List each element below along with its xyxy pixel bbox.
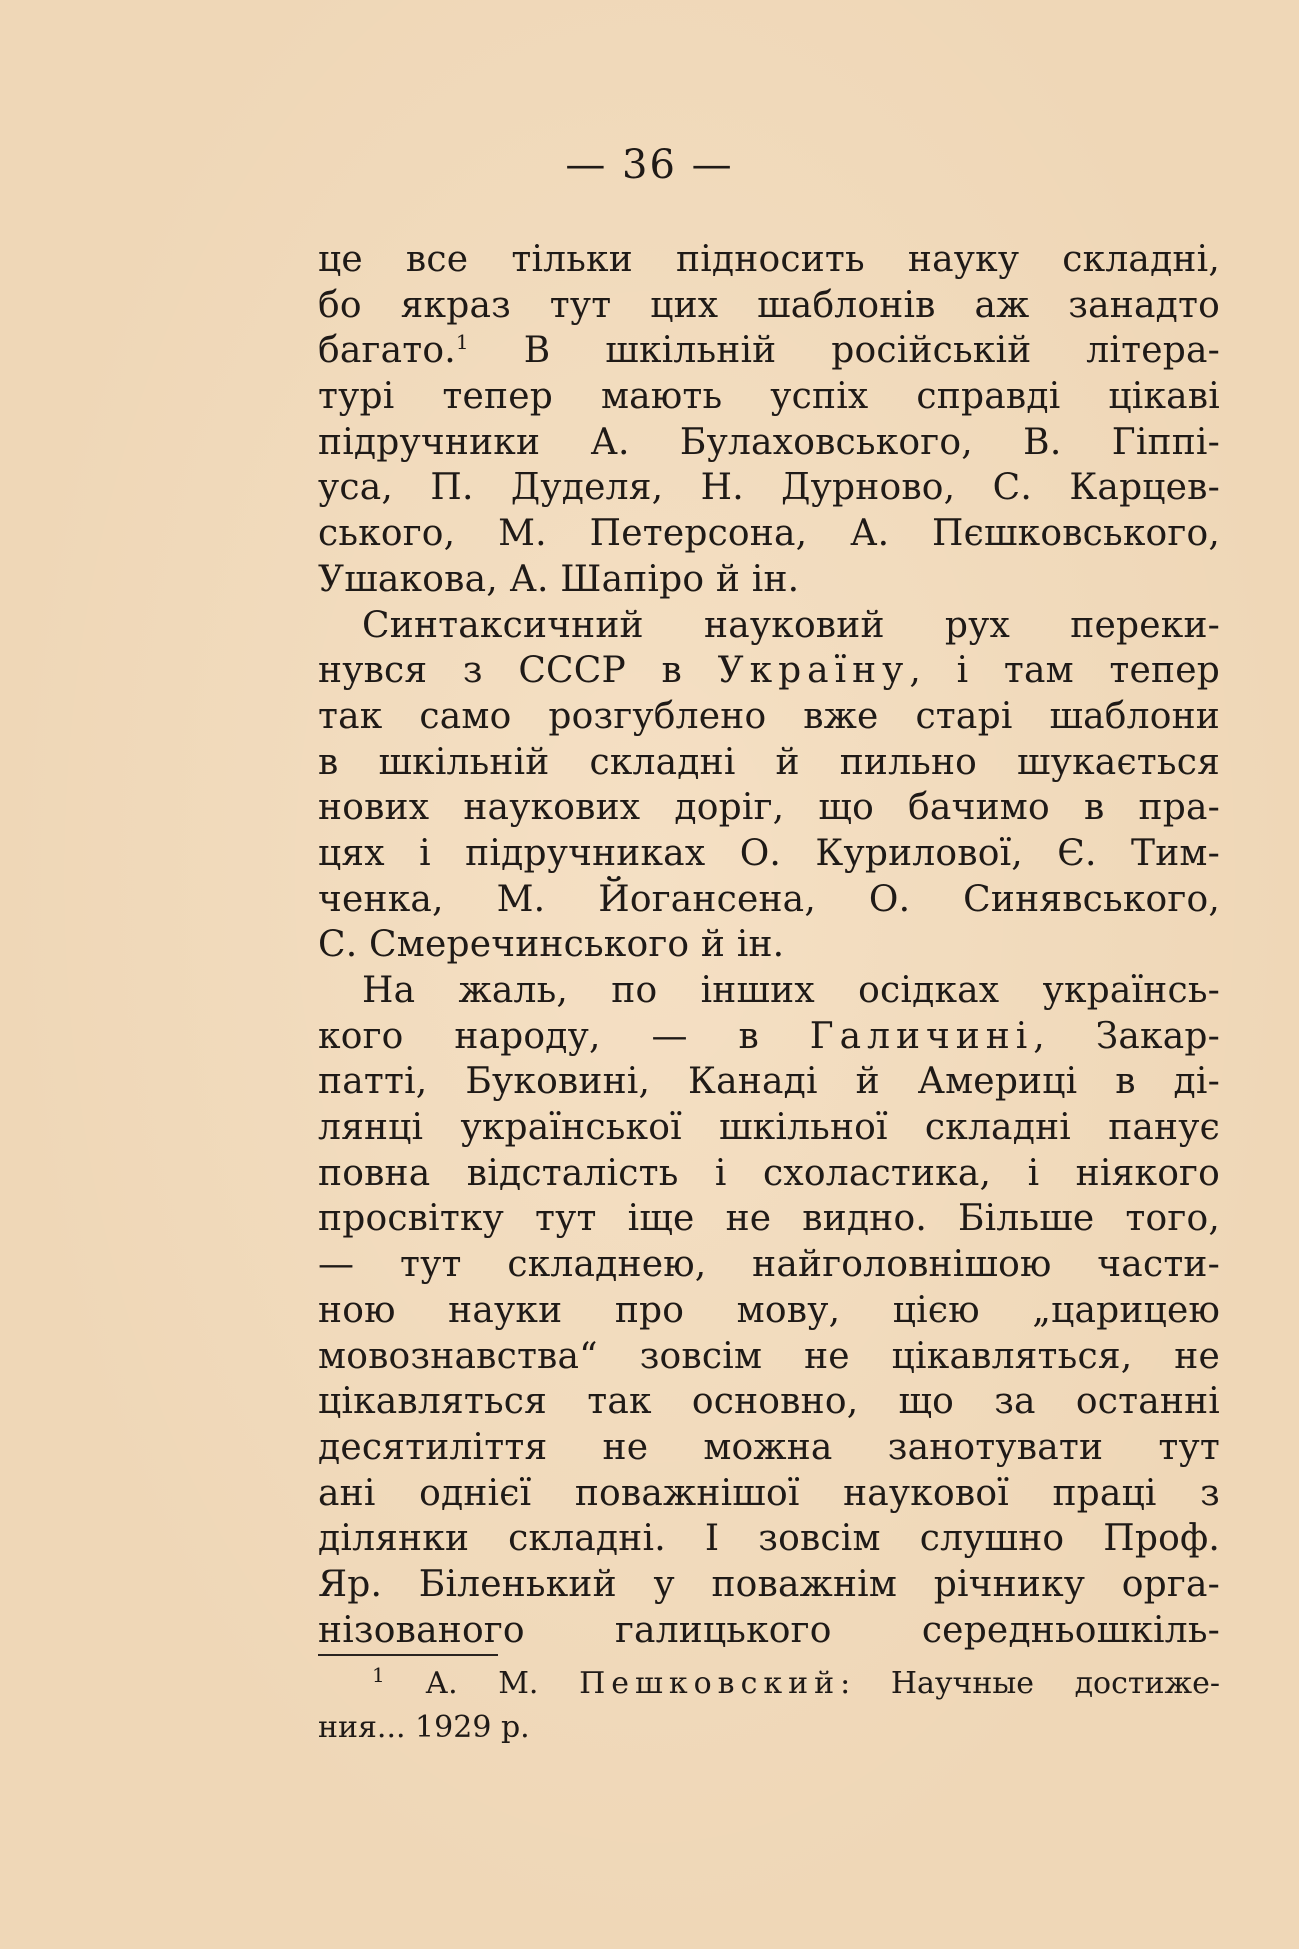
text-line: підручники А. Булаховського, В. Гіппі- (318, 421, 1220, 463)
footnote (318, 1662, 1220, 1750)
text-fragment: , і там тепер (909, 650, 1220, 692)
text-line: уса, П. Дуделя, Н. Дурново, С. Карцев- (318, 467, 1220, 509)
text-line: цях і підручниках О. Курилової, Є. Тим- (318, 832, 1220, 874)
text-line (318, 648, 1220, 694)
text-line: Яр. Біленький у поважнім річнику орга- (318, 1563, 1220, 1605)
page-number: — 36 — (565, 142, 734, 188)
text-line: ського, М. Петерсона, А. Пєшковського, (318, 513, 1220, 555)
footnote-title: : Научные достиже- (840, 1666, 1220, 1701)
text-line: десятиліття не можна занотувати тут (318, 1426, 1220, 1468)
text-line: С. Смеречинського й ін. (318, 924, 785, 966)
text-line: повна відсталість і схоластика, і ніякого (318, 1152, 1220, 1194)
text-fragment: нувся з СССР в (318, 650, 683, 692)
text-line: ною науки про мову, цією „царицею (318, 1289, 1220, 1331)
text-line: нових наукових доріг, що бачимо в пра- (318, 787, 1220, 829)
body-text (318, 237, 1220, 1653)
footnote-marker: 1 (372, 1663, 385, 1687)
text-line: просвітку тут іще не видно. Більше того, (318, 1198, 1220, 1240)
text-line: ділянки складні. І зовсім слушно Проф. (318, 1518, 1220, 1560)
footnote-divider (318, 1654, 498, 1656)
text-fragment: В шкільній російській літера- (523, 330, 1220, 372)
footnote-line (318, 1662, 1220, 1706)
text-line: так само розгублено вже старі шаблони (318, 695, 1220, 737)
emphasized-word: Україну (717, 650, 910, 692)
text-line: цікавляться так основно, що за останні (318, 1381, 1220, 1423)
text-fragment: , Закар- (1033, 1015, 1220, 1057)
text-line (318, 1014, 1220, 1060)
text-fragment: багато. (318, 330, 456, 372)
text-line: лянці української шкільної складні панує (318, 1107, 1220, 1149)
footnote-reference: 1 (455, 330, 469, 355)
text-line (318, 328, 1220, 374)
text-line: в шкільній складні й пильно шукається (318, 741, 1220, 783)
text-line: ченка, М. Йогансена, О. Синявського, (318, 878, 1220, 920)
text-line: нізованого галицького середньошкіль- (318, 1609, 1220, 1651)
emphasized-word: Галичині (809, 1015, 1034, 1057)
footnote-author: Пешковский (579, 1666, 841, 1701)
text-line: турі тепер мають успіх справді цікаві (318, 376, 1220, 418)
text-line: патті, Буковині, Канаді й Америці в ді- (318, 1061, 1220, 1103)
footnote-line: ния... 1929 р. (318, 1710, 530, 1745)
text-line: — тут складнею, найголовнішою части- (318, 1244, 1220, 1286)
paragraph-start: На жаль, по інших осідках українсь- (362, 970, 1220, 1011)
text-line: ані однієї поважнішої наукової праці з (318, 1472, 1220, 1514)
text-line: це все тільки підносить науку складні, (318, 239, 1220, 280)
paragraph-start: Синтаксичний науковий рух переки- (362, 604, 1220, 646)
footnote-initials: А. М. (425, 1666, 539, 1701)
text-fragment: кого народу, — в (318, 1015, 759, 1057)
text-line: Ушакова, А. Шапіро й ін. (318, 558, 800, 600)
text-line: бо якраз тут цих шаблонів аж занадто (318, 284, 1220, 326)
text-line: мовознавства“ зовсім не цікавляться, не (318, 1335, 1220, 1377)
